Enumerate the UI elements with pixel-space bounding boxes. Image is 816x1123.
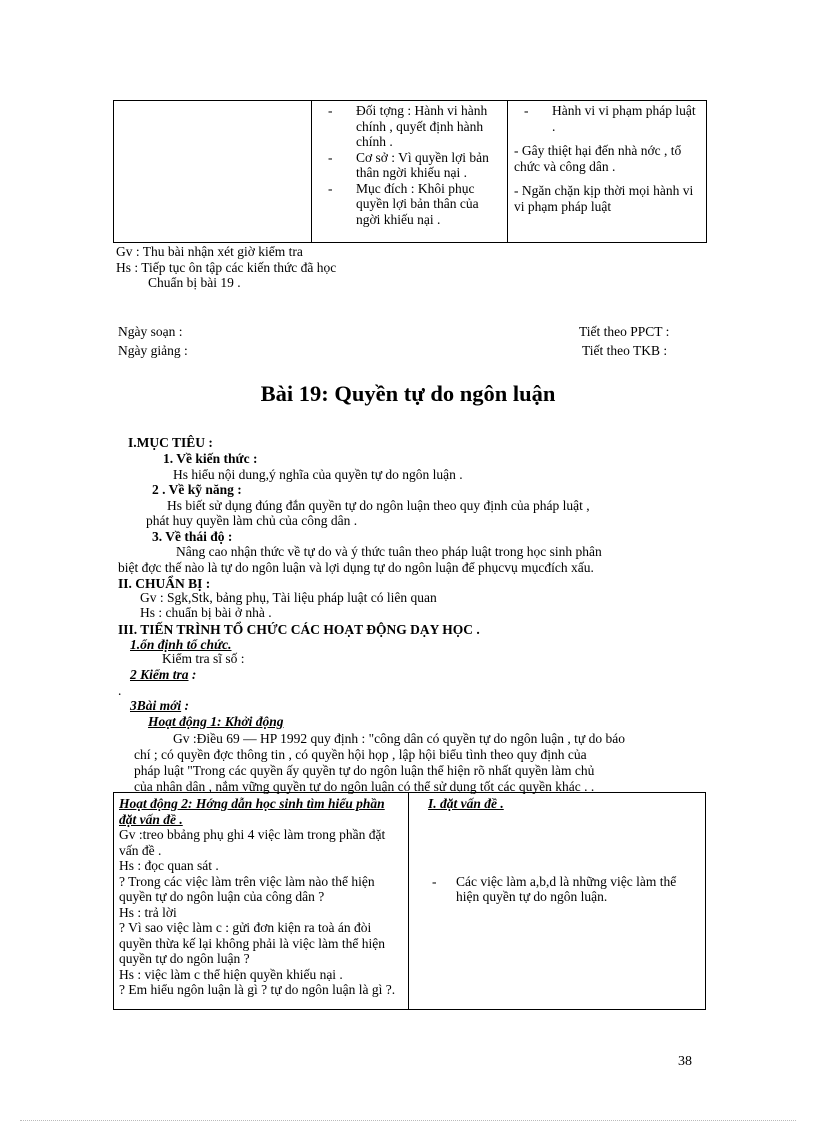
- list-item: Hs : trả lời: [119, 904, 177, 920]
- activity-1-text: chí ; có quyền đợc thông tin , có quyền hội họp , lập hội biểu tình theo quy định của: [134, 747, 587, 762]
- list-item: - Gây thiệt hại đến nhà nớc , tổ chức và công dân .: [514, 143, 682, 174]
- page-border-divider: [20, 1120, 796, 1121]
- list-item: Gv :treo bbảng phụ ghi 4 việc làm trong phần đặt vấn đề .: [119, 827, 386, 858]
- step-2-heading: 2 Kiểm tra :: [130, 667, 197, 682]
- list-item: - Ngăn chặn kịp thời mọi hành vi vi phạm pháp luật: [514, 183, 694, 214]
- list-item: - Các việc làm a,b,d là những việc làm thể hiện quyền tự do ngôn luận.: [432, 873, 677, 904]
- skills-text: phát huy quyền làm chủ của công dân .: [146, 513, 358, 528]
- attitude-text: Nâng cao nhận thức về tự do và ý thức tuân theo pháp luật trong học sinh phân: [176, 544, 602, 559]
- step-3-heading: 3Bài mới :: [130, 698, 190, 713]
- skills-heading: 2 . Về kỹ năng :: [152, 482, 242, 497]
- attitude-heading: 3. Về thái độ :: [152, 529, 233, 544]
- prep-gv: Gv : Sgk,Stk, bảng phụ, Tài liệu pháp luật có liên quan: [140, 590, 437, 605]
- activity-table-right: [409, 793, 706, 1010]
- tiet-tkb: Tiết theo TKB :: [582, 343, 668, 358]
- list-item: ? Trong các việc làm trên việc làm nào thể hiện quyền tự do ngôn luận của công dân ?: [119, 873, 375, 904]
- top-table-cell-empty: [114, 101, 312, 243]
- list-item: - Đối tợng : Hành vi hành chính , quyết định hành chính .: [328, 103, 488, 149]
- note-hs: Hs : Tiếp tục ôn tập các kiến thức đã học: [116, 260, 337, 275]
- dot-mark: .: [118, 683, 122, 698]
- list-item: ? Vì sao việc làm c : gửi đơn kiện ra toà án đòi quyền thừa kế lại không phải là việc làm thể hiện quyền tự do ngôn luận ?: [119, 920, 385, 966]
- ngay-soan: Ngày soạn :: [118, 324, 183, 339]
- list-item: ? Em hiểu ngôn luận là gì ? tự do ngôn luận là gì ?.: [119, 982, 396, 997]
- tiet-ppct: Tiết theo PPCT :: [579, 324, 670, 339]
- activity-1-text: của nhân dân , nắm vững quyền tự do ngôn luận có thể sử dụng tốt các quyền khác . .: [134, 779, 595, 794]
- note-prep: Chuẩn bị bài 19 .: [148, 275, 241, 290]
- knowledge-heading: 1. Về kiến thức :: [163, 451, 258, 466]
- section-i-heading: I. đặt vấn đề .: [428, 796, 504, 811]
- activity-1-text: Gv :Điều 69 — HP 1992 quy định : "công dân có quyền tự do ngôn luận , tự do báo: [173, 731, 625, 746]
- top-table-cell-complaint: [312, 101, 508, 243]
- prep-hs: Hs : chuẩn bị bài ở nhà .: [140, 605, 272, 620]
- list-item: - Cơ sở : Vì quyền lợi bản thân ngời khiếu nại .: [328, 149, 489, 180]
- top-table-cell-denunciation: [508, 101, 707, 243]
- skills-text: Hs biết sử dụng đúng đắn quyền tự do ngôn luận theo quy định của pháp luật ,: [167, 498, 590, 513]
- list-item: - Hành vi vi phạm pháp luật .: [524, 103, 696, 134]
- step-1-heading: 1.ổn định tổ chức.: [130, 637, 232, 652]
- objectives-heading: I.MỤC TIÊU :: [128, 435, 213, 450]
- prep-heading: II. CHUẨN BỊ :: [118, 576, 211, 591]
- list-item: Hs : đọc quan sát .: [119, 858, 219, 873]
- top-table: [113, 100, 707, 243]
- page-title: Bài 19: Quyền tự do ngôn luận: [260, 381, 556, 406]
- activity-1-text: pháp luật "Trong các quyền ấy quyền tự do ngôn luận thể hiện rõ nhất quyền làm chủ: [134, 763, 595, 778]
- ngay-giang: Ngày giảng :: [118, 343, 188, 358]
- knowledge-text: Hs hiểu nội dung,ý nghĩa của quyền tự do ngôn luận .: [173, 467, 463, 482]
- process-heading: III. TIẾN TRÌNH TỔ CHỨC CÁC HOẠT ĐỘNG DẠY HỌC .: [118, 622, 480, 637]
- activity-table: [113, 792, 706, 1010]
- activity-table-left: [114, 793, 409, 1010]
- note-gv: Gv : Thu bài nhận xét giờ kiểm tra: [116, 244, 303, 259]
- activity-1-heading: Hoạt động 1: Khởi động: [148, 714, 284, 729]
- page-number: 38: [678, 1054, 692, 1069]
- list-item: Hs : việc làm c thể hiện quyền khiếu nại .: [119, 966, 343, 982]
- attitude-text: biệt đợc thế nào là tự do ngôn luận và lợi dụng tự do ngôn luận để phụcvụ mụcđích xấu.: [118, 560, 594, 575]
- list-item: - Mục đích : Khôi phục quyền lợi bản thân của ngời khiếu nại .: [328, 180, 479, 227]
- activity-2-heading: Hoạt động 2: Hớng dẫn học sinh tìm hiểu phần đặt vấn đề .: [119, 796, 385, 827]
- step-1-text: Kiểm tra sĩ số :: [162, 651, 245, 666]
